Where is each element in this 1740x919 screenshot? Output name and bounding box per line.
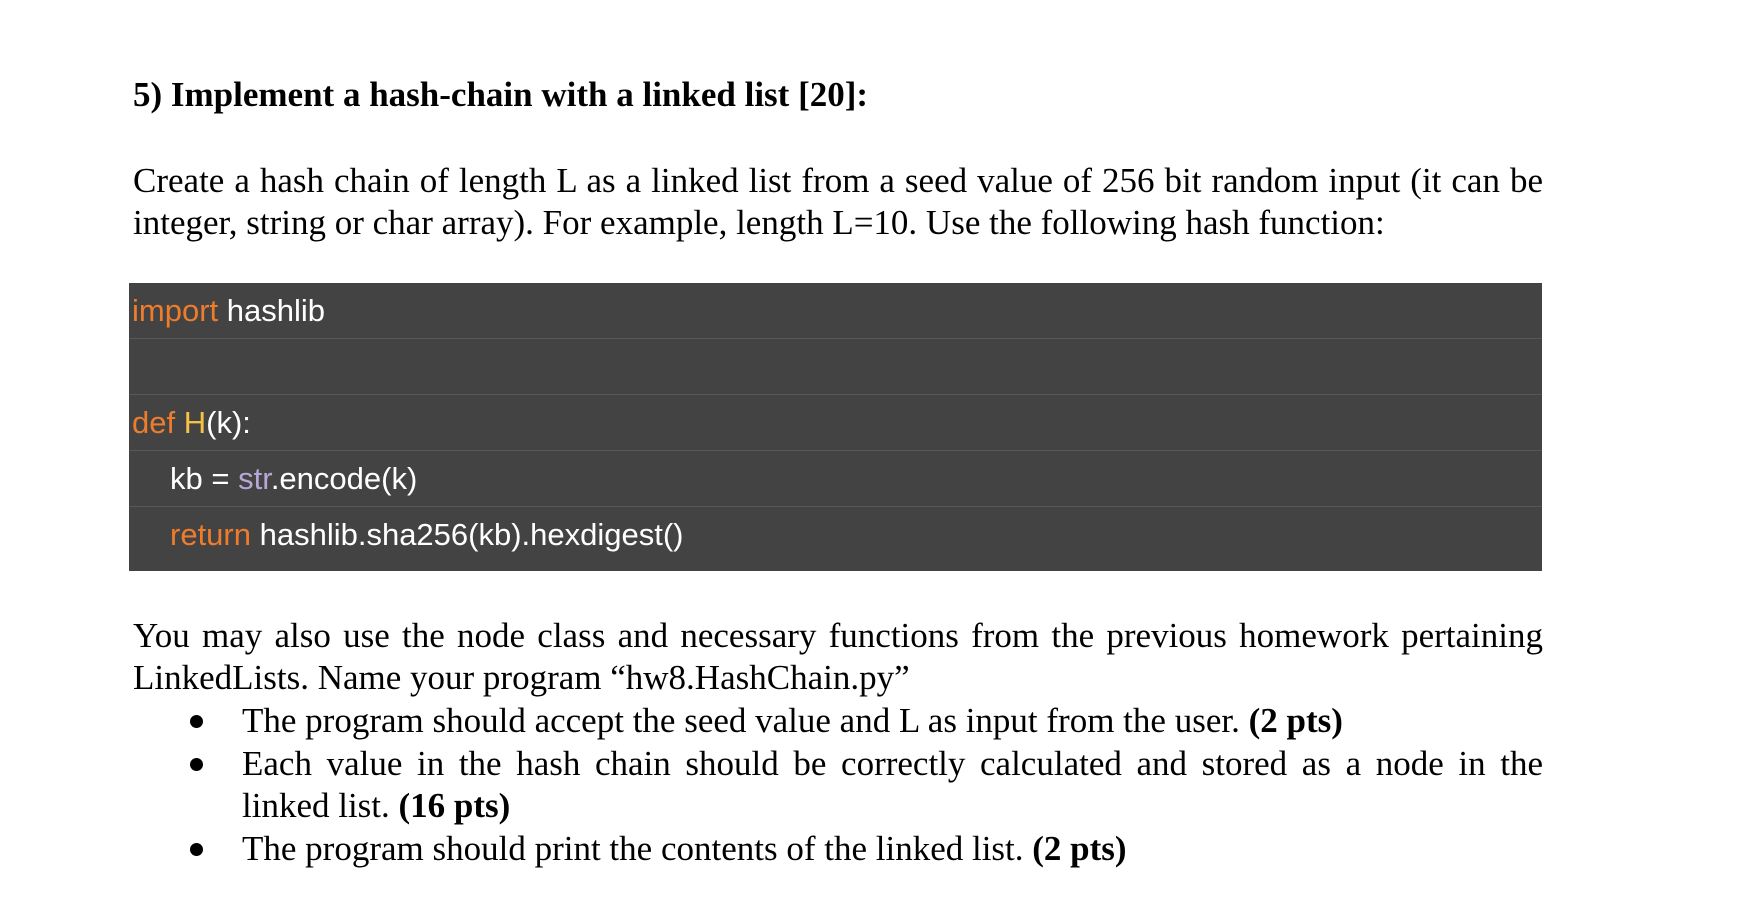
code-keyword: return [170, 517, 251, 552]
code-text: hashlib.sha256(kb).hexdigest() [250, 517, 684, 552]
list-item-text: Each value in the hash chain should be correctly calculated and stored as a node in the linked list. [242, 744, 1543, 825]
code-keyword: import [132, 293, 219, 328]
code-line-import [129, 283, 1542, 339]
code-line-blank [129, 339, 1542, 395]
code-text: .encode(k) [270, 461, 418, 496]
code-text: hashlib [218, 293, 325, 328]
bullet-dot-icon [190, 715, 203, 728]
question-heading: 5) Implement a hash-chain with a linked list [20]: [133, 75, 869, 114]
list-item-points: (16 pts) [398, 786, 511, 825]
code-builtin: str [238, 461, 271, 496]
code-text: kb = [170, 461, 239, 496]
list-item-text: The program should print the contents of the linked list. [242, 829, 1033, 868]
intro-paragraph: Create a hash chain of length L as a linked list from a seed value of 256 bit random input (it can be integer, string or char array). For example, length L=10. Use the following hash function: [133, 161, 1543, 242]
code-space [175, 405, 184, 440]
list-item-points: (2 pts) [1248, 701, 1343, 740]
bullet-dot-icon [190, 843, 203, 856]
list-item [133, 828, 1543, 870]
code-keyword: def [132, 405, 176, 440]
code-line-return [129, 507, 1542, 563]
requirements-list [133, 700, 1543, 871]
list-item [133, 743, 1543, 827]
followup-paragraph: You may also use the node class and necessary functions from the previous homework pertaining LinkedLists. Name your program “hw8.HashChain.py” [133, 616, 1543, 697]
code-text: (k): [206, 405, 251, 440]
code-line-encode [129, 451, 1542, 507]
code-block [129, 283, 1542, 571]
bullet-dot-icon [190, 758, 203, 771]
list-item-text: The program should accept the seed value and L as input from the user. [242, 701, 1249, 740]
list-item-points: (2 pts) [1032, 829, 1127, 868]
code-line-def [129, 395, 1542, 451]
list-item [133, 700, 1543, 742]
code-function-name: H [183, 405, 207, 440]
